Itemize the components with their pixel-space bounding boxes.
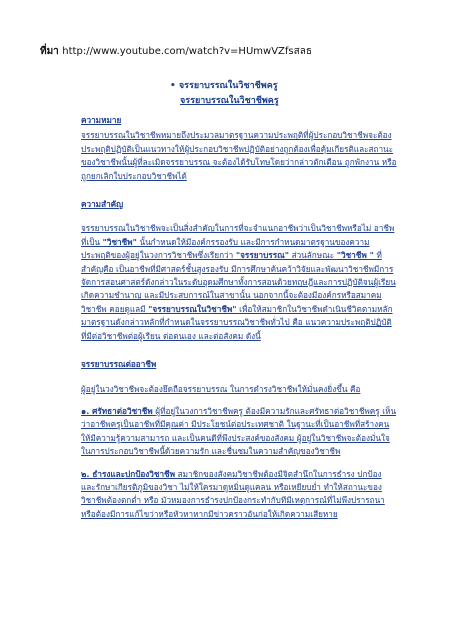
doc-title: จรรยาบรรณในวิชาชีพครู <box>180 96 279 106</box>
source-url[interactable]: http://www.youtube.com/watch?v=HUmwVZfsสลธ <box>62 46 312 57</box>
meaning-paragraph: จรรยาบรรณในวิชาชีพหมายถึงประมวลมาตรฐานความประพฤติที่ผู้ประกอบวิชาชีพจะต้องประพฤติปฏิบัติเป็นแนวทางให้ผู้ประกอบวิชาชีพปฏิบัติอย่างถูกต้องเพื่อคุ้มเกียรติและสถานะของวิชาชีพนั้นผู้ที่ละเมิดจรรยาบรรณ จะต้องได้รับโทษโดยว่ากล่าวตักเตือน ถูกพักงาน หรือถูกยกเลิกใบประกอบวิชาชีพได้ <box>81 130 397 181</box>
document-body <box>81 108 397 521</box>
ethics-heading: จรรยาบรรณต่ออาชีพ <box>81 359 157 370</box>
importance-text-4: ที่สำคัญคือ เป็นอาชีพที่มีศาสตร์ชั้นสูงรองรับ มีการศึกษาค้นคว้าวิจัยและพัฒนาวิชาชีพมีการจัดการสอนศาสตร์ดังกล่าวในระดับอุดมศึกษาทั้งการสอนด้วยทฤษฎีและการปฏิบัติจนผู้เรียนเกิดความชำนาญ และมีประสบการณ์ในสาขานั้น นอกจากนี้จะต้องมีองค์กรหรือสมาคมวิชาชีพ คอยดูแลมี <box>81 250 396 314</box>
item-2-title: ๒. ธำรงและปกป้องวิชาชีพ <box>81 468 176 479</box>
importance-text-1: จรรยาบรรณในวิชาชีพจะเป็นสิ่งสำคัญในการที่จะจำแนกอาชีพว่าเป็นวิชาชีพหรือไม่ อาชีพที่เป็น <box>81 223 395 247</box>
importance-text-5: เพื่อให้สมาชิกในวิชาชีพดำเนินชีวิตตามหลักมาตรฐานดังกล่าวหลักที่กำหนดในจรรยาบรรณวิชาชีพทั่วไป คือ แนวความประพฤติปฏิบัติที่มีต่อวิชาชีพต่อผู้เรียน ต่อตนเอง และต่อสังคม ดังนี้ <box>81 303 393 341</box>
source-line <box>40 44 312 59</box>
ethics-item-1 <box>81 405 397 459</box>
importance-bold-2: "จรรยาบรรณ" <box>235 250 289 261</box>
ethics-item-2 <box>81 468 397 522</box>
meaning-heading: ความหมาย <box>81 115 122 125</box>
importance-bold-3: "วิชาชีพ " <box>336 250 374 261</box>
importance-bold-1: "วิชาชีพ" <box>102 236 137 247</box>
importance-bold-4: "จรรยาบรรณในวิชาชีพ" <box>148 303 237 314</box>
importance-text-3: ส่วนลักษณะ <box>291 250 335 261</box>
importance-paragraph <box>81 222 397 343</box>
ethics-intro: ผู้อยู่ในวงวิชาชีพจะต้องยึดถือจรรยาบรรณ ในการดำรงวิชาชีพให้มั่นคงยิ่งขึ้น คือ <box>81 383 361 394</box>
source-label: ที่มา <box>40 46 59 57</box>
item-1-text: ผู้ที่อยู่ในวงการวิชาชีพครู ต้องมีความรักและศรัทธาต่อวิชาชีพครู เห็นว่าอาชีพครูเป็นอาชีพที่มีคุณค่า มีประโยชน์ต่อประเทศชาติ ในฐานะที่เป็นอาชีพที่สร้างคนให้มีความรู้ความสามารถ และเป็นคนดีที่พึงประสงค์ของสังคม ผู้อยู่ในวิชาชีพจะต้องมั่นใจ ในการประกอบวิชาชีพนี้ด้วยความรัก และชื่นชมในความสำคัญของวิชาชีพ <box>81 405 397 457</box>
item-2-text: สมาชิกของสังคมวิชาชีพต้องมีจิตสำนึกในการธำรง ปกป้อง และรักษาเกียรติภูมิของวิชา ไม่ให้ใครมาดูหมิ่นดูแคลน หรือเหยียบย่ำ ทำให้สถานะของวิชาชีพต้องตกต่ำ หรือ มัวหมองการธำรงปกป้องกระทำกับทีมีเหตุการณ์ที่ไม่พึงปรารถนาหรือต้องมีการแก้ไขว่าหรือหัวหาหากมีข่าวคราวอันก่อให้เกิดความเสียหาย <box>81 468 385 519</box>
bullet-title: • จรรยาบรรณในวิชาชีพครู <box>170 81 278 91</box>
item-1-title: ๑. ศรัทธาต่อวิชาชีพ <box>81 405 153 416</box>
importance-heading: ความสำคัญ <box>81 199 124 210</box>
importance-text-2: นั้นกำหนดให้มีองค์กรรองรับ และมีการกำหนดมาตรฐานของความประพฤติของผู้อยู่ในวงการวิชาชีพซึ่งเรียกว่า <box>81 236 370 261</box>
